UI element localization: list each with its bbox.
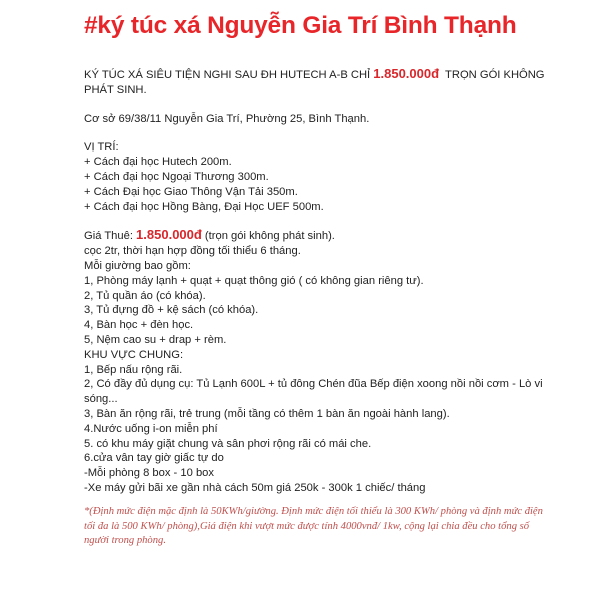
location-item: + Cách đại học Hồng Bàng, Đại Học UEF 500m. [84,200,324,213]
bed-item: 1, Phòng máy lạnh + quạt + quạt thông gió ( có không gian riêng tư). [84,274,424,287]
electricity-note: *(Định mức điện mặc định là 50KWh/giường. Định mức điện tối thiểu là 300 KWh/ phòng và định mức điện tối đa là 500 KWh/ phòng),Giá điện khi vượt mức được tính 4000vnđ/ 1kw, cộng lại chia đều cho tổng số người trong phòng. [84,506,543,547]
rent-suffix: (trọn gói không phát sinh). [201,230,335,243]
post-title: #ký túc xá Nguyễn Gia Trí Bình Thạnh [84,12,517,39]
rent-label: Giá Thuê: [84,230,137,243]
bed-item: 4, Bàn học + đèn học. [84,319,194,332]
intro-lead: KÝ TÚC XÁ SIÊU TIỆN NGHI SAU ĐH HUTECH A-B CHỈ [84,69,374,81]
bed-item: 3, Tủ đựng đồ + kệ sách (có khóa). [84,304,259,317]
common-item: -Mỗi phòng 8 box - 10 box [84,467,214,480]
location-heading: VỊ TRÍ: [84,141,119,154]
common-item: 3, Bàn ăn rộng rãi, trẻ trung (mỗi tầng có thêm 1 bàn ăn ngoài hành lang). [84,407,450,420]
common-item: 2, Có đầy đủ dụng cụ: Tủ Lạnh 600L + tủ đông Chén đũa Bếp điện xoong nồi nồi cơm - Lò vi sóng... [84,378,543,406]
common-item: 1, Bếp nấu rộng rãi. [84,363,183,376]
common-item: 4.Nước uống i-on miễn phí [84,422,218,435]
bed-item: 5, Nệm cao su + drap + rèm. [84,333,227,346]
common-item: -Xe máy gửi bãi xe gần nhà cách 50m giá 250k - 300k 1 chiếc/ tháng [84,481,426,494]
intro-price: 1.850.000đ [373,66,440,81]
address: Cơ sở 69/38/11 Nguyễn Gia Trí, Phường 25, Bình Thạnh. [84,112,370,125]
post-body [84,67,554,496]
bed-item: 2, Tủ quần áo (có khóa). [84,289,206,302]
deposit-line: cọc 2tr, thời hạn hợp đồng tối thiểu 6 tháng. [84,245,301,258]
bed-heading: Mỗi giường bao gồm: [84,259,191,272]
intro-tail: TRỌN GÓI KHÔNG PHÁT SINH. [84,69,548,96]
common-item: 6.cửa vân tay giờ giấc tự do [84,452,224,465]
location-item: + Cách đại học Hutech 200m. [84,156,232,169]
location-item: + Cách đại học Ngoại Thương 300m. [84,170,269,183]
location-item: + Cách Đại học Giao Thông Vận Tải 350m. [84,185,298,198]
rent-line [84,228,554,244]
common-item: 5. có khu máy giặt chung và sân phơi rộng rãi có mái che. [84,437,372,450]
common-heading: KHU VỰC CHUNG: [84,348,184,361]
intro-text [84,67,554,98]
rent-price: 1.850.000đ [136,227,202,243]
